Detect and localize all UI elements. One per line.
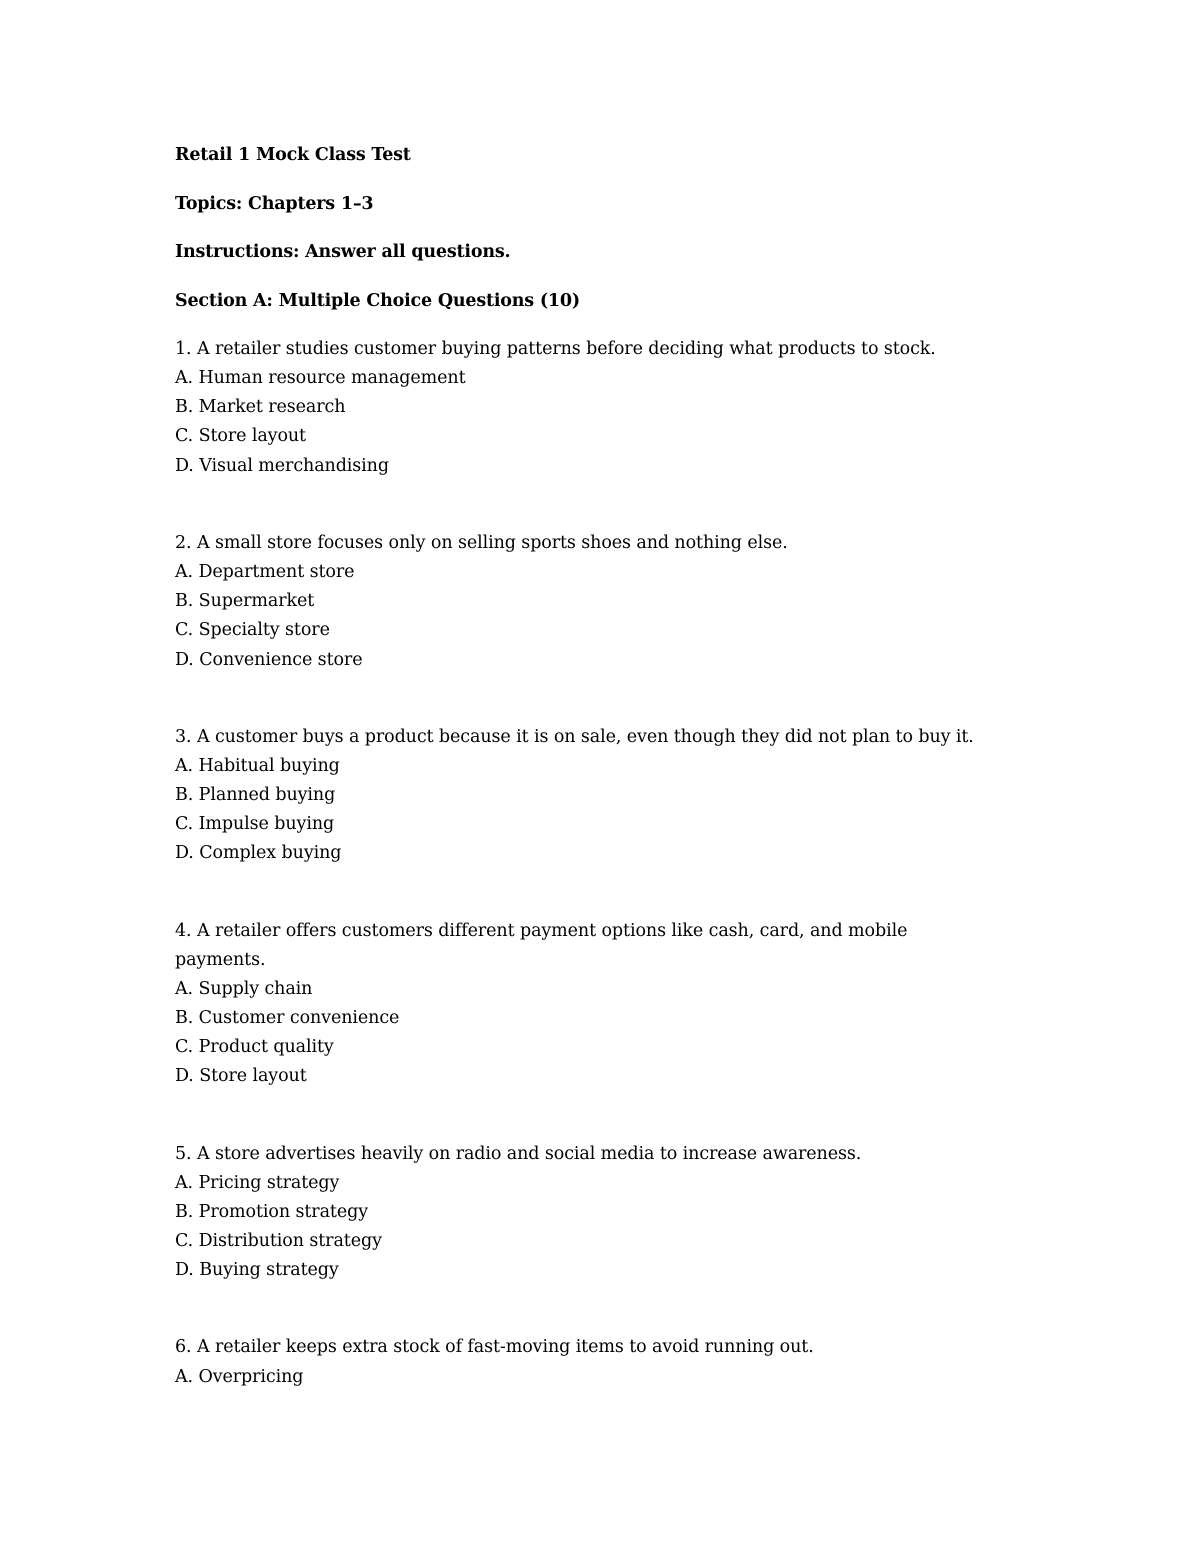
topics-line: Topics: Chapters 1–3 [175, 194, 374, 214]
question-3-option-b: B. Planned buying [175, 785, 336, 805]
question-3-option-c: C. Impulse buying [175, 814, 335, 834]
question-1-option-a: A. Human resource management [175, 368, 466, 388]
question-3-prompt: 3. A customer buys a product because it is on sale, even though they did not plan to buy it. [175, 727, 974, 747]
question-1-option-c: C. Store layout [175, 426, 306, 446]
question-6-option-a: A. Overpricing [175, 1367, 304, 1387]
question-4-prompt-line-2: payments. [175, 950, 266, 970]
question-1-option-b: B. Market research [175, 397, 346, 417]
question-1-prompt: 1. A retailer studies customer buying patterns before deciding what products to stock. [175, 339, 936, 359]
question-5-option-a: A. Pricing strategy [175, 1173, 340, 1193]
question-4-prompt-line-1: 4. A retailer offers customers different payment options like cash, card, and mobile [175, 921, 908, 941]
question-5-option-d: D. Buying strategy [175, 1260, 339, 1280]
question-5-prompt: 5. A store advertises heavily on radio and social media to increase awareness. [175, 1144, 862, 1164]
question-4-option-b: B. Customer convenience [175, 1008, 400, 1028]
question-6-prompt: 6. A retailer keeps extra stock of fast-moving items to avoid running out. [175, 1337, 814, 1357]
instructions-line: Instructions: Answer all questions. [175, 242, 511, 262]
question-4-option-a: A. Supply chain [175, 979, 313, 999]
question-5-option-c: C. Distribution strategy [175, 1231, 382, 1251]
question-4-option-d: D. Store layout [175, 1066, 307, 1086]
question-2-option-a: A. Department store [175, 562, 355, 582]
question-2-prompt: 2. A small store focuses only on selling sports shoes and nothing else. [175, 533, 788, 553]
question-3-option-d: D. Complex buying [175, 843, 342, 863]
section-heading: Section A: Multiple Choice Questions (10) [175, 291, 580, 311]
question-1-option-d: D. Visual merchandising [175, 456, 389, 476]
question-5-option-b: B. Promotion strategy [175, 1202, 368, 1222]
question-2-option-c: C. Specialty store [175, 620, 330, 640]
question-3-option-a: A. Habitual buying [175, 756, 340, 776]
question-2-option-b: B. Supermarket [175, 591, 315, 611]
document-title: Retail 1 Mock Class Test [175, 145, 411, 165]
question-4-option-c: C. Product quality [175, 1037, 334, 1057]
question-2-option-d: D. Convenience store [175, 650, 363, 670]
